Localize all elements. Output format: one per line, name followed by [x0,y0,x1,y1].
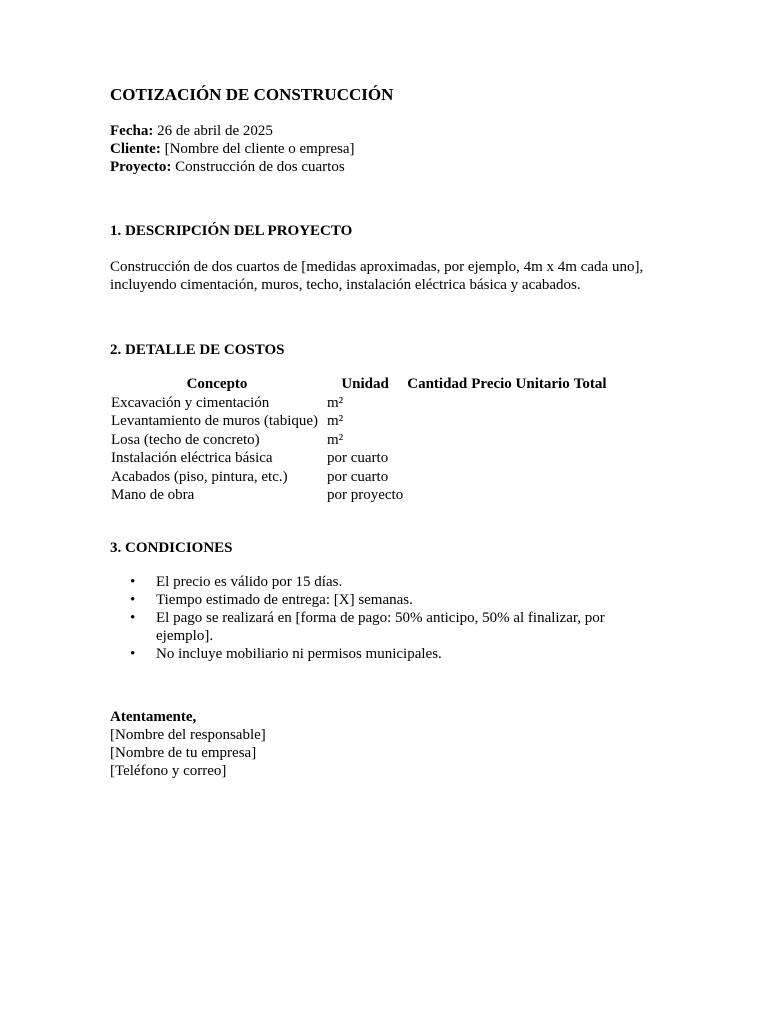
responsible-name: [Nombre del responsable] [110,727,266,743]
col-total: Total [573,376,607,392]
cell-total [572,449,609,468]
cell-total [572,468,609,487]
cell-concepto: Mano de obra [111,487,195,503]
list-item [110,645,630,663]
meta-client-label: Cliente: [110,141,161,157]
cell-cantidad [405,486,469,505]
cell-precio [469,449,571,468]
cell-unidad: m² [327,394,344,411]
cell-total [572,412,609,431]
cell-precio [469,468,571,487]
list-item [110,573,630,591]
col-concepto: Concepto [186,376,248,392]
cell-concepto: Losa (techo de concreto) [111,431,260,448]
project-description: Construcción de dos cuartos de [medidas aproximadas, por ejemplo, 4m x 4m cada uno], incluyendo cimentación, muros, techo, instalación eléctrica básica y acabados. [110,259,644,293]
meta-date-value: 26 de abril de 2025 [157,123,273,139]
bullet-icon: • [130,610,136,626]
col-precio-unitario: Precio Unitario [471,376,570,392]
condition-text: El pago se realizará en [forma de pago: 50% anticipo, 50% al finalizar, por ejemplo]. [156,610,605,644]
table-row [109,394,609,413]
cell-concepto: Acabados (piso, pintura, etc.) [111,468,288,485]
table-row [109,468,609,487]
cell-unidad: m² [327,431,344,448]
list-item [110,591,630,609]
meta-project [110,158,355,176]
cell-unidad: por proyecto [327,487,404,503]
bullet-icon: • [130,592,136,608]
meta-project-value: Construcción de dos cuartos [175,159,345,175]
cell-concepto: Instalación eléctrica básica [111,450,273,466]
cell-precio [469,431,571,450]
cell-cantidad [405,449,469,468]
cell-unidad: por cuarto [327,468,389,485]
cell-unidad: por cuarto [327,450,389,466]
closing-salutation: Atentamente, [110,709,197,725]
condition-text: No incluye mobiliario ni permisos municipales. [156,646,442,662]
cell-cantidad [405,394,469,413]
condition-text: El precio es válido por 15 días. [156,574,343,590]
cell-concepto: Excavación y cimentación [111,394,270,411]
meta-client-value: [Nombre del cliente o empresa] [164,141,355,157]
cell-unidad: m² [327,413,344,429]
cell-total [572,394,609,413]
cell-total [572,486,609,505]
list-item [110,609,630,645]
cell-cantidad [405,431,469,450]
cell-precio [469,394,571,413]
cell-concepto: Levantamiento de muros (tabique) [111,413,319,429]
cell-cantidad [405,412,469,431]
col-unidad: Unidad [341,376,389,392]
table-row [109,431,609,450]
table-row [109,449,609,468]
meta-date-label: Fecha: [110,123,154,139]
table-row [109,412,609,431]
bullet-icon: • [130,646,136,662]
table-row [109,486,609,505]
col-cantidad: Cantidad [407,376,468,392]
condition-text: Tiempo estimado de entrega: [X] semanas. [156,592,413,608]
bullet-icon: • [130,574,136,590]
section-heading-costs: 2. DETALLE DE COSTOS [110,342,285,358]
meta-client [110,140,355,158]
company-name: [Nombre de tu empresa] [110,745,257,761]
section-heading-description: 1. DESCRIPCIÓN DEL PROYECTO [110,223,353,239]
meta-date [110,122,355,140]
contact-info: [Teléfono y correo] [110,763,227,779]
document-title: COTIZACIÓN DE CONSTRUCCIÓN [110,85,394,104]
signature-block [110,708,266,780]
conditions-list [110,573,630,663]
section-heading-conditions: 3. CONDICIONES [110,540,233,556]
cell-total [572,431,609,450]
meta-block [110,122,355,176]
cell-cantidad [405,468,469,487]
cell-precio [469,486,571,505]
meta-project-label: Proyecto: [110,159,172,175]
cell-precio [469,412,571,431]
cost-table-header [109,375,609,394]
cost-table [109,375,609,505]
